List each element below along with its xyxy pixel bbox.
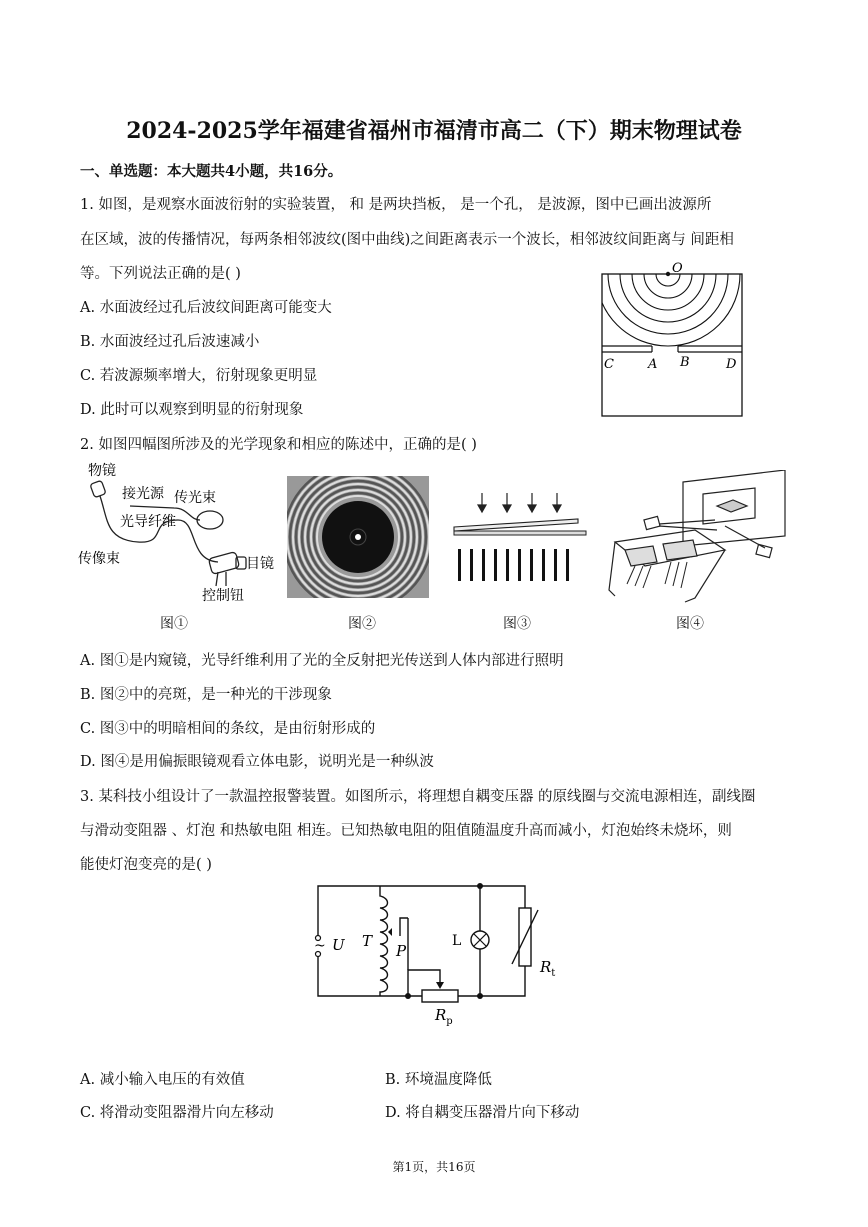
q2-figure-4-polarized-glasses [605,470,790,605]
q2-figure-1-endoscope [78,460,288,610]
lamp-l-label: L [452,933,462,949]
q3-option-c[interactable]: C. 将滑动变阻器滑片向左移动 [80,1105,274,1121]
q1-wave-diffraction-figure [592,258,752,420]
q2-option-a[interactable]: A. 图①是内窥镜，光导纤维利用了光的全反射把光传送到人体内部进行照明 [80,653,564,669]
point-d-label: D [726,357,737,372]
q1-stem-line: 1. 如图，是观察水面波衍射的实验装置， 和 是两块挡板， 是一个孔， 是波源，图中已画出波源所 [80,197,712,213]
q3-option-a[interactable]: A. 减小输入电压的有效值 [80,1072,245,1088]
q1-stem-line: 在区域，波的传播情况，每两条相邻波纹(图中曲线)之间距离表示一个波长，相邻波纹间距离与 间距相 [80,232,734,248]
figure-1-caption: 图① [160,616,188,632]
transformer-t-label: T [362,932,373,950]
voltage-u-label: U [332,936,345,954]
slider-p-label: P [396,942,407,960]
rheostat-label: $R_p$ [435,1006,453,1026]
q3-circuit-diagram [300,878,570,1026]
q3-stem-line: 与滑动变阻器 、灯泡 和热敏电阻 相连。已知热敏电阻的阻值随温度升高而减小，灯泡始终未烧坏，则 [80,823,732,839]
eyepiece-label: 目镜 [246,556,274,572]
objective-label: 物镜 [88,463,116,479]
image-beam-label: 传像束 [78,551,120,567]
page-title: 2024-2025学年福建省福州市福清市高二（下）期末物理试卷 [126,118,742,144]
point-o-label: O [672,261,683,276]
light-source-label: 接光源 [122,486,164,502]
ac-symbol: ~ [314,938,326,954]
q2-figure-3-wedge-film [452,493,587,583]
q1-stem-line: 等。下列说法正确的是( ) [80,266,241,282]
section-heading: 一、单选题：本大题共4小题，共16分。 [80,163,343,180]
page-footer: 第1页，共16页 [392,1160,476,1174]
q2-figure-2-bright-spot [287,476,429,598]
q1-option-d[interactable]: D. 此时可以观察到明显的衍射现象 [80,402,304,418]
q2-option-b[interactable]: B. 图②中的亮斑，是一种光的干涉现象 [80,687,332,703]
thermistor-label: $R_t$ [540,958,556,979]
q2-stem: 2. 如图四幅图所涉及的光学现象和相应的陈述中，正确的是( ) [80,437,477,453]
q2-option-c[interactable]: C. 图③中的明暗相间的条纹，是由衍射形成的 [80,721,376,737]
q3-stem-line: 能使灯泡变亮的是( ) [80,857,212,873]
figure-3-caption: 图③ [503,616,531,632]
q1-option-b[interactable]: B. 水面波经过孔后波速减小 [80,334,260,350]
light-beam-label: 传光束 [174,490,216,506]
point-b-label: B [680,355,690,370]
q1-option-c[interactable]: C. 若波源频率增大，衍射现象更明显 [80,368,318,384]
point-a-label: A [648,357,658,372]
q3-option-b[interactable]: B. 环境温度降低 [385,1072,492,1088]
knob-label: 控制钮 [202,588,244,604]
figure-4-caption: 图④ [676,616,704,632]
q3-stem-line: 3. 某科技小组设计了一款温控报警装置。如图所示，将理想自耦变压器 的原线圈与交流电源相连，副线圈 [80,789,756,805]
point-c-label: C [604,357,614,372]
q3-option-d[interactable]: D. 将自耦变压器滑片向下移动 [385,1105,580,1121]
figure-2-caption: 图② [348,616,376,632]
q1-option-a[interactable]: A. 水面波经过孔后波纹间距离可能变大 [80,300,332,316]
fiber-label: 光导纤维 [120,514,176,530]
q2-option-d[interactable]: D. 图④是用偏振眼镜观看立体电影，说明光是一种纵波 [80,754,434,770]
